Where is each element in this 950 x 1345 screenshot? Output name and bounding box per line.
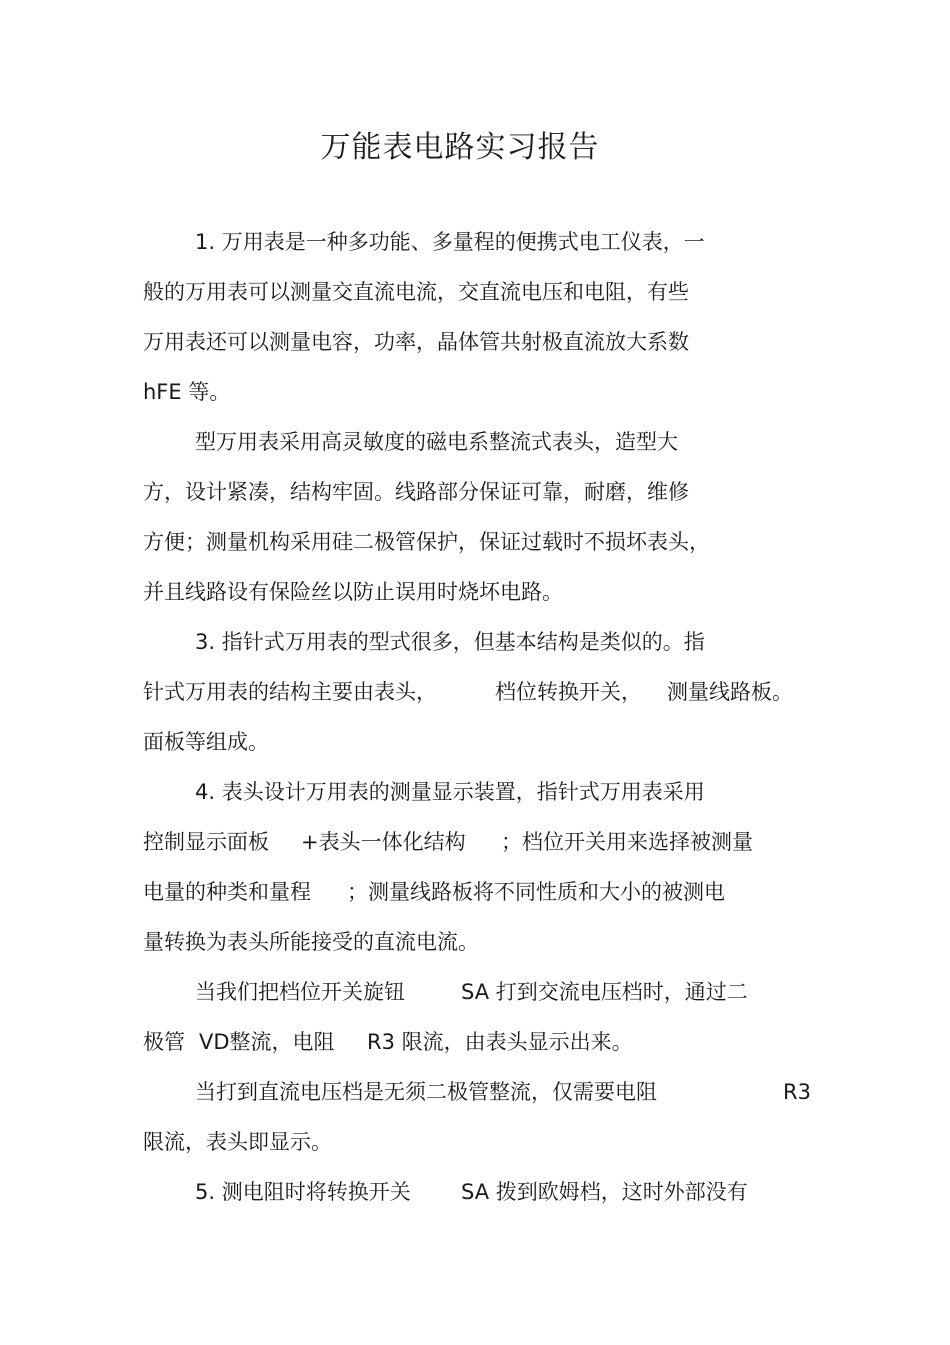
text-line: 方便；测量机构采用硅二极管保护，保证过载时不损坏表头， xyxy=(143,530,710,554)
text-line: 万用表还可以测量电容，功率，晶体管共射极直流放大系数 xyxy=(143,330,689,354)
text-segment: 当打到直流电压档是无须二极管整流，仅需要电阻 xyxy=(195,1080,657,1104)
text-line: hFE 等。 xyxy=(143,380,231,404)
text-line: 量转换为表头所能接受的直流电流。 xyxy=(143,930,479,954)
text-line: 4. 表头设计万用表的测量显示装置，指针式万用表采用 xyxy=(195,780,705,804)
text-segment: 测量线路板。 xyxy=(667,680,793,704)
text-line xyxy=(195,1077,815,1107)
text-line: 般的万用表可以测量交直流电流，交直流电压和电阻，有些 xyxy=(143,280,689,304)
text-line xyxy=(143,1027,663,1057)
text-segment: VD整流，电阻 xyxy=(199,1030,335,1054)
text-segment: 当我们把档位开关旋钮 xyxy=(195,980,405,1004)
text-segment: 针式万用表的结构主要由表头， xyxy=(143,680,437,704)
text-segment: R3 xyxy=(783,1080,811,1104)
text-line: 型万用表采用高灵敏度的磁电系整流式表头，造型大 xyxy=(195,430,678,454)
text-segment: ；档位开关用来选择被测量 xyxy=(501,830,753,854)
text-line: 面板等组成。 xyxy=(143,730,269,754)
text-line xyxy=(143,877,783,907)
text-segment: SA 拨到欧姆档，这时外部没有 xyxy=(461,1180,748,1204)
text-segment: R3 限流，由表头显示出来。 xyxy=(367,1030,633,1054)
text-line: 1. 万用表是一种多功能、多量程的便携式电工仪表，一 xyxy=(195,230,705,254)
text-segment: SA 打到交流电压档时，通过二 xyxy=(461,980,748,1004)
text-line: 限流，表头即显示。 xyxy=(143,1130,332,1154)
text-line: 并且线路设有保险丝以防止误用时烧坏电路。 xyxy=(143,580,563,604)
text-segment: 5. 测电阻时将转换开关 xyxy=(195,1180,411,1204)
text-segment: +表头一体化结构 xyxy=(301,830,466,854)
text-segment: 极管 xyxy=(143,1030,185,1054)
text-segment: 档位转换开关， xyxy=(495,680,642,704)
text-line xyxy=(143,827,783,857)
text-segment: 控制显示面板 xyxy=(143,830,269,854)
text-line: 方，设计紧凑，结构牢固。线路部分保证可靠，耐磨，维修 xyxy=(143,480,689,504)
text-line xyxy=(143,677,803,707)
text-line: 3. 指针式万用表的型式很多，但基本结构是类似的。指 xyxy=(195,630,705,654)
text-segment: ；测量线路板将不同性质和大小的被测电 xyxy=(347,880,725,904)
text-segment: 电量的种类和量程 xyxy=(143,880,311,904)
page-title: 万能表电路实习报告 xyxy=(320,130,600,165)
text-line xyxy=(195,977,795,1007)
text-line xyxy=(195,1177,795,1207)
